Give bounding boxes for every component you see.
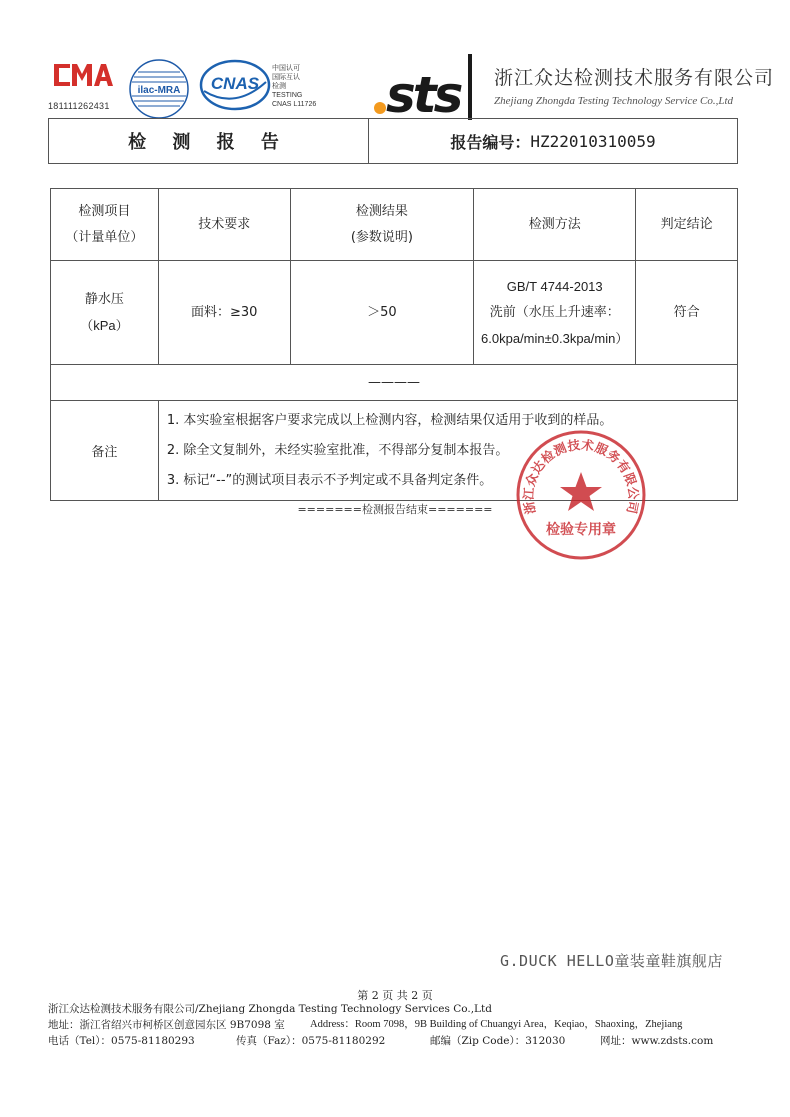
report-number-value: HZ22010310059 [530, 131, 656, 151]
footer-tel: 电话（Tel）：0575-81180293 [48, 1035, 195, 1047]
cell-conclusion: 符合 [636, 261, 738, 365]
cma-logo [48, 60, 114, 111]
cnas-accreditation-text: 中国认可 国际互认 检测 TESTING CNAS L11726 [272, 65, 317, 108]
remark-item: 1. 本实验室根据客户要求完成以上检测内容，检测结果仅适用于收到的样品。 [166, 412, 613, 428]
footer-contact [48, 1033, 748, 1049]
table-dash-row [51, 365, 738, 401]
official-stamp [514, 428, 648, 562]
footer [48, 1001, 748, 1049]
footer-zip: 邮编（Zip Code）：312030 [430, 1035, 566, 1047]
cell-item: 静水压 （kPa） [51, 261, 159, 365]
footer-address-cn: 地址：浙江省绍兴市柯桥区创意园东区 9B7098 室 [48, 1019, 285, 1031]
remark-item: 2. 除全文复制外，未经实验室批准，不得部分复制本报告。 [166, 442, 509, 458]
remarks-list [158, 401, 737, 501]
ilac-mra-logo [128, 58, 190, 120]
svg-text:sts: sts [386, 66, 461, 122]
company-name-en: Zhejiang Zhongda Testing Technology Service Co.,Ltd [494, 95, 734, 107]
stamp-center-text: 检验专用章 [546, 522, 616, 538]
remarks-label: 备注 [51, 401, 159, 501]
report-number-label: 报告编号： [450, 132, 531, 152]
sts-logo [372, 48, 484, 122]
shop-watermark: G.DUCK HELLO童装童鞋旗舰店 [500, 952, 723, 970]
cma-number: 181111262431 [48, 101, 110, 111]
page-number: 第 2 页 共 2 页 [357, 989, 433, 1002]
header-result: 检测结果 (参数说明) [290, 189, 474, 261]
stamp-ring-text: 浙江众达检测技术服务有限公司 [520, 436, 642, 516]
cma-mark-icon [50, 60, 114, 90]
header-item: 检测项目 （计量单位） [51, 189, 159, 261]
footer-fax: 传真（Faz）：0575-81180292 [236, 1035, 386, 1047]
table-row [51, 261, 738, 365]
header-method: 检测方法 [474, 189, 636, 261]
header-conclusion: 判定结论 [636, 189, 738, 261]
cell-method: GB/T 4744-2013 洗前（水压上升速率： 6.0kpa/min±0.3kpa/min） [474, 261, 636, 365]
sts-dot-icon [374, 102, 386, 114]
footer-address-en: Address：Room 7098，9B Building of Chuangyi Area，Keqiao，Shaoxing，Zhejiang [310, 1019, 683, 1030]
letterhead [0, 0, 790, 122]
report-title: 检 测 报 告 [49, 119, 369, 163]
report-number [369, 119, 737, 163]
cell-result: ＞50 [290, 261, 474, 365]
cnas-logo [198, 58, 272, 112]
footer-web: 网址：www.zdsts.com [600, 1035, 714, 1047]
header-requirement: 技术要求 [158, 189, 290, 261]
footer-company: 浙江众达检测技术服务有限公司/Zhejiang Zhongda Testing Technology Services Co.,Ltd [48, 1003, 492, 1015]
footer-address [48, 1017, 748, 1033]
dash-separator: ———— [51, 365, 738, 401]
company-name-cn: 浙江众达检测技术服务有限公司 [494, 67, 775, 89]
ilac-logo-text: ilac-MRA [137, 85, 181, 96]
table-header-row [51, 189, 738, 261]
stamp-star-icon [560, 472, 602, 511]
cell-requirement: 面料：≥30 [158, 261, 290, 365]
report-title-bar [48, 118, 738, 164]
report-end-marker: =======检测报告结束======= [297, 503, 493, 516]
remark-item: 3. 标记“--”的测试项目表示不予判定或不具备判定条件。 [166, 472, 493, 488]
cnas-logo-text: CNAS [210, 74, 260, 93]
